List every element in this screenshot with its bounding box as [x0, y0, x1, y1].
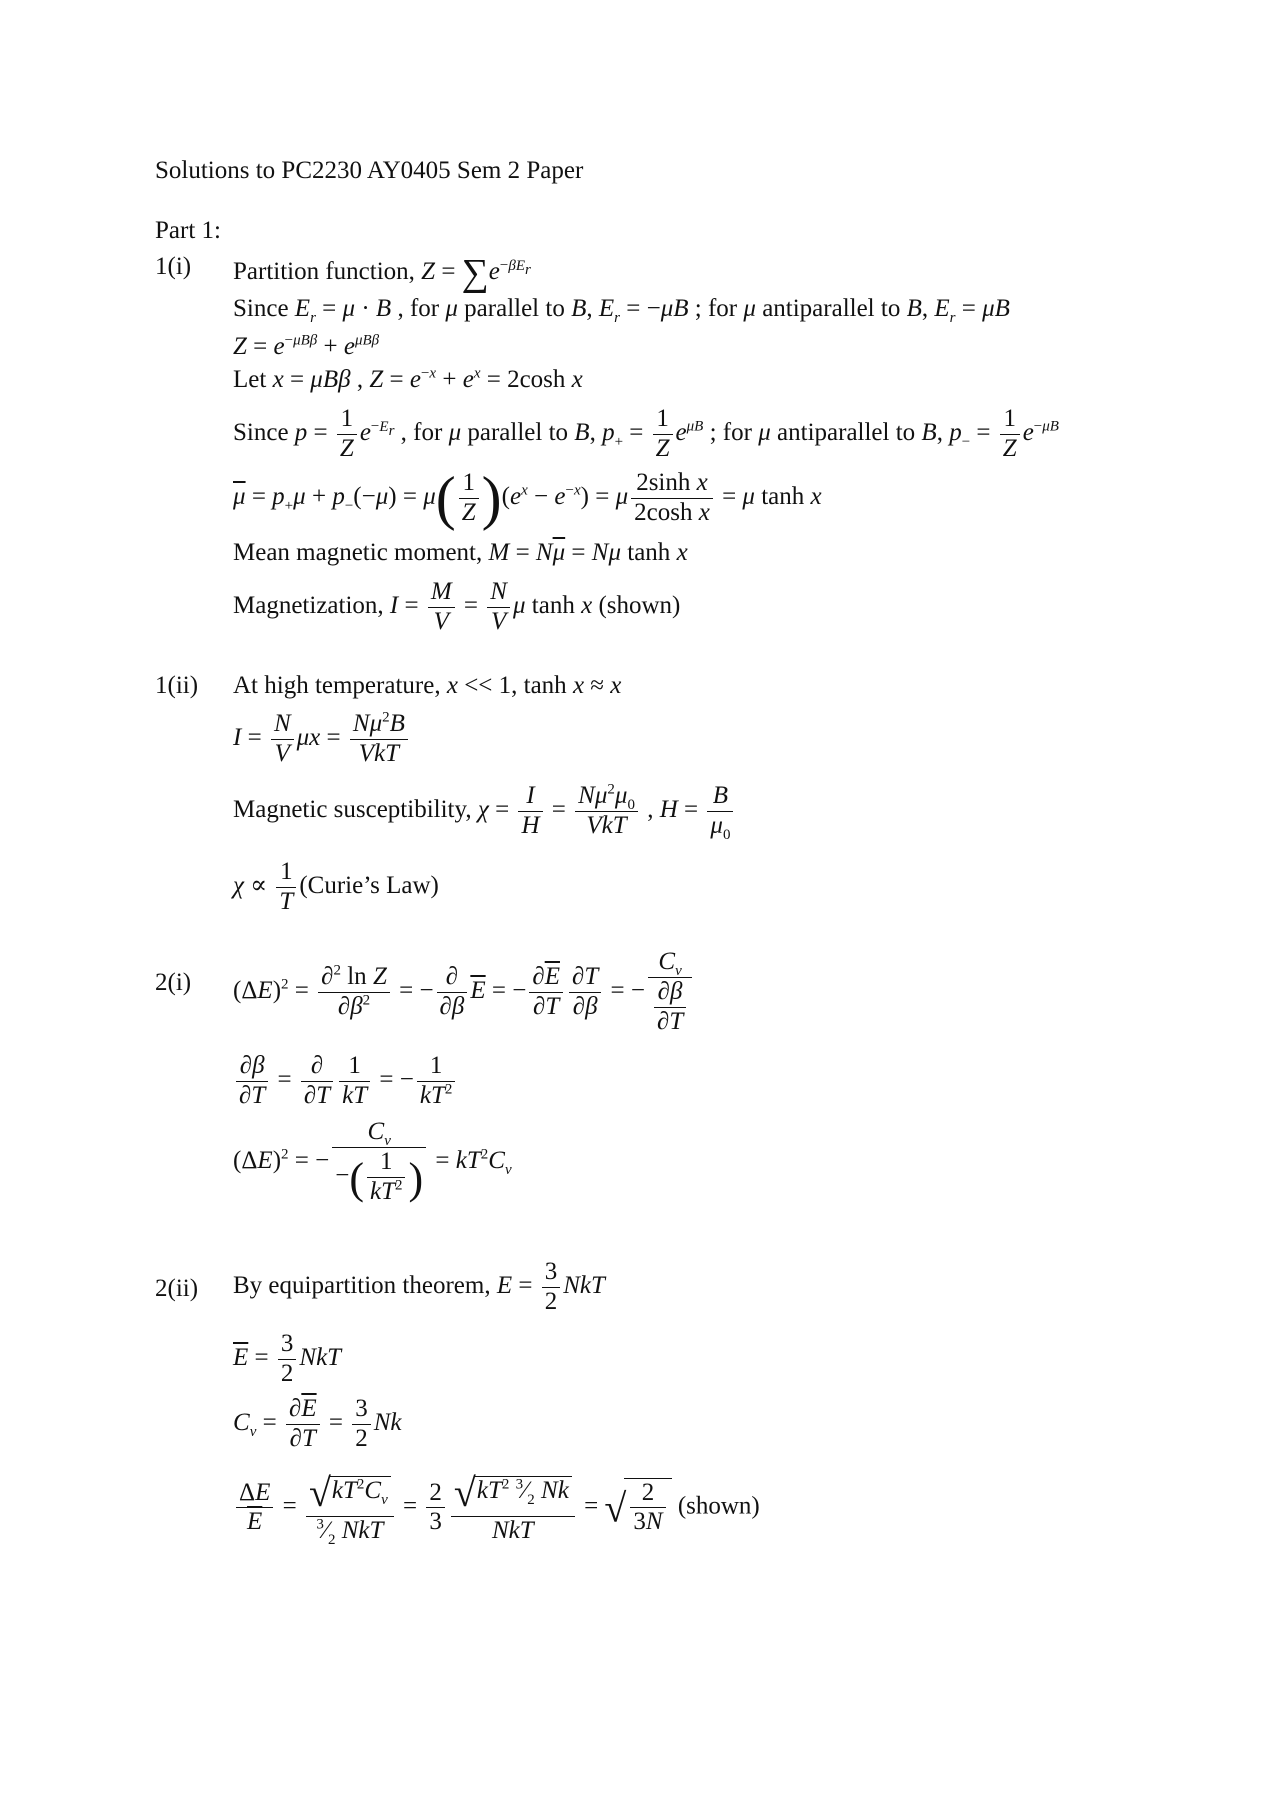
- eq-partition-function: Partition function, $Z = \sum e^{-\beta E_r}$: [233, 252, 531, 294]
- partition-text: Partition function,: [233, 258, 415, 285]
- eq-relative-fluctuation: $\frac{\Delta E}{E}$ = $\frac{√kT^2C_v}{^3⁄_2 NkT}$ = $\frac{2}{3}$ $\frac{√kT^2 ^3⁄_2 Nk}{\text{NkT}}$ = √ $\frac{2}{3N}$ (shown): [233, 1470, 760, 1546]
- eq-heat-capacity: $C_v$ = $\frac{\partial\overline{E}}{\partial T}$ = $\frac{3}{2}$ Nk: [233, 1395, 402, 1452]
- eq-probabilities: Since p = $\frac{1}{Z}$ $e^{-E_r}$ , for μ parallel to B, $p_+$ = $\frac{1}{Z}$ $e^{\mu B}$ ; for μ antiparallel to B, $p_-$ = $\frac{1}{Z}$ $e^{-\mu B}$: [233, 405, 1059, 462]
- eq-energy-variance: $(\Delta E)^2$ = $\frac{\partial^2 \ln Z}{\partial\beta^2}$ = − $\frac{\partial}{\partial\beta}$ $\overline{E}$ = − $\frac{\partial\overline{E}}{\partial T}$ $\frac{\partial T}{\partial\beta}$ = − $\frac{C_v}{\frac{\partial\beta}{\partial T}}$: [233, 948, 695, 1036]
- eq-equipartition: By equipartition theorem, E = $\frac{3}{2}$ NkT: [233, 1258, 605, 1315]
- eq-susceptibility: Magnetic susceptibility, χ = $\frac{I}{H}$ = $\frac{N\mu^2\mu_0}{\text{VkT}}$ , H = $\frac{B}{\mu_0}$: [233, 782, 736, 841]
- question-label-2i: 2(i): [155, 969, 192, 996]
- page-title: Solutions to PC2230 AY0405 Sem 2 Paper: [155, 157, 584, 184]
- eq-let-x: Let x = μBβ , $Z = e^{-x} + e^x = 2\cosh$ x: [233, 365, 583, 393]
- question-label-1ii: 1(ii): [155, 672, 199, 699]
- eq-energy-levels: Since $E_r = \mu \cdot B$ , for μ parallel to B, $E_r = -\mu B$ ; for μ antiparallel to B, $E_r = \mu B$: [233, 295, 1010, 326]
- eq-variance-result: $(\Delta E)^2$ = − $C_v$ −( $\frac{1}{kT^2}$ ) = $kT^2C_v$: [233, 1118, 512, 1205]
- question-label-2ii: 2(ii): [155, 1275, 199, 1302]
- eq-mean-mu: $\overline{\mu} = p_+\mu + p_-(-\mu) = \mu$( $\frac{1}{Z}$ )$(e^x - e^{-x}) = \mu$ $\frac{\text{2sinh x}}{\text{2cosh x}}$ = μ tanh x: [233, 465, 822, 531]
- eq-curie-law: χ ∝ $\frac{1}{T}$ (Curie’s Law): [233, 858, 439, 915]
- eq-dbeta-dt: $\frac{\partial\beta}{\partial T}$ = $\frac{\partial}{\partial T}$ $\frac{1}{kT}$ = − $\frac{1}{kT^2}$: [233, 1052, 458, 1111]
- eq-i-high-temp: I = $\frac{N}{V}$ μx = $\frac{N\mu^2B}{\text{VkT}}$: [233, 710, 411, 769]
- eq-z-expansion: $Z = e^{-\mu B\beta} + e^{\mu B\beta}$: [233, 332, 380, 360]
- part-heading: Part 1:: [155, 217, 221, 244]
- eq-magnetization: Magnetization, I = $\frac{M}{V}$ = $\frac{N}{V}$ μ tanh x (shown): [233, 578, 681, 635]
- eq-mean-moment: Mean magnetic moment, $M = N\overline{\mu} = N\mu$ tanh x: [233, 539, 688, 566]
- eq-mean-energy: $\overline{E}$ = $\frac{3}{2}$ NkT: [233, 1330, 342, 1387]
- question-label-1i: 1(i): [155, 253, 192, 280]
- eq-high-temp: At high temperature, x << 1, tanh x ≈ x: [233, 672, 622, 699]
